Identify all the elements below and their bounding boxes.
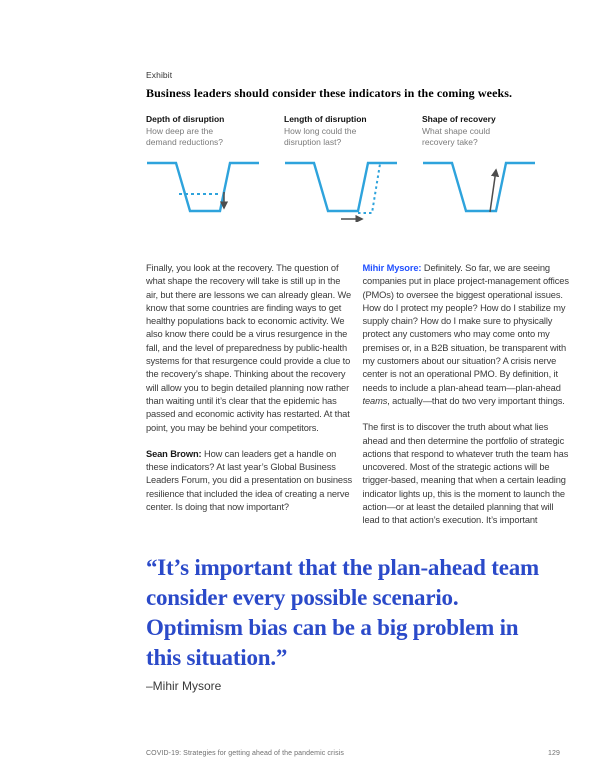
u-curve xyxy=(423,163,535,211)
body-paragraph: Mihir Mysore: Definitely. So far, we are seeing companies put in place project-management offices (PMOs) to oversee the biggest operational issues. How do I protect my people? How do I stabilize my supply chain? How do I make sure to physically protect any customers who may come onto my premises or, in a B2B situation, be transparent with my customers about our situation? A crisis nerve center is not an operational PMO. By definition, it needs to include a plan-ahead team—plan-ahead teams, actually—that do two very important things. xyxy=(362,263,569,406)
body-right-column xyxy=(363,262,571,541)
shape-of-recovery-chart xyxy=(422,156,536,222)
length-of-disruption-chart xyxy=(284,156,398,222)
body-paragraph: Sean Brown: How can leaders get a handle on these indicators? At last year’s Global Business Leaders Forum, you did a presentation on business resilience that included the idea of creating a nerve center. Is doing that now important? xyxy=(146,448,353,513)
page-title: Business leaders should consider these indicators in the coming weeks. xyxy=(146,86,513,100)
body-paragraph: The first is to discover the truth about what lies ahead and then determine the portfolio of strategic actions that respond to whatever truth the team has uncovered. Most of the strategic actions will be trigger-based, meaning that when a certain leading indicator lights up, this is the moment to launch the action—or at least the detailed planning that will lead to that action’s execution. It’s important xyxy=(362,422,569,526)
indicator-subtitle: How long could the disruption last? xyxy=(284,126,357,147)
footer-running-title: COVID-19: Strategies for getting ahead of the pandemic crisis xyxy=(146,750,344,757)
u-curve xyxy=(147,163,259,211)
indicator-subtitle: How deep are the demand reductions? xyxy=(146,126,224,147)
footer-page-number: 129 xyxy=(548,750,560,757)
indicator-title: Shape of recovery xyxy=(422,114,496,124)
body-left-column xyxy=(146,262,354,541)
indicator-columns xyxy=(146,114,546,222)
indicator-title: Length of disruption xyxy=(284,114,367,124)
indicator-length xyxy=(284,114,398,222)
dotted-longer-disruption-line xyxy=(358,164,380,213)
page-footer xyxy=(146,750,560,757)
body-paragraph: Finally, you look at the recovery. The question of what shape the recovery will take is still up in the air, but there are lessons we can already glean. We know that some countries are finding ways to get healthy populations back to economic activity. We also know there could be a virus resurgence in the fall, and the level of preparedness by public-health systems for that resurgence could provide a clue to the recovery’s shape. Thinking about the recovery will allow you to begin detailed planning now rather than waiting until it’s clear that the epidemic has passed and economic activity has restarted. At that point, you may be behind your competitors. xyxy=(146,263,352,433)
up-arrow-icon xyxy=(490,170,496,212)
exhibit-label: Exhibit xyxy=(146,70,173,80)
u-curve xyxy=(285,163,397,211)
indicator-subtitle: What shape could recovery take? xyxy=(422,126,491,147)
indicator-depth xyxy=(146,114,260,222)
indicator-recovery xyxy=(422,114,536,222)
pull-quote: “It’s important that the plan-ahead team consider every possible scenario. Optimism bias can be a big problem in this situation.” xyxy=(146,555,539,670)
quote-attribution: –Mihir Mysore xyxy=(146,679,222,693)
indicator-title: Depth of disruption xyxy=(146,114,225,124)
article-body xyxy=(146,262,570,541)
depth-of-disruption-chart xyxy=(146,156,260,222)
